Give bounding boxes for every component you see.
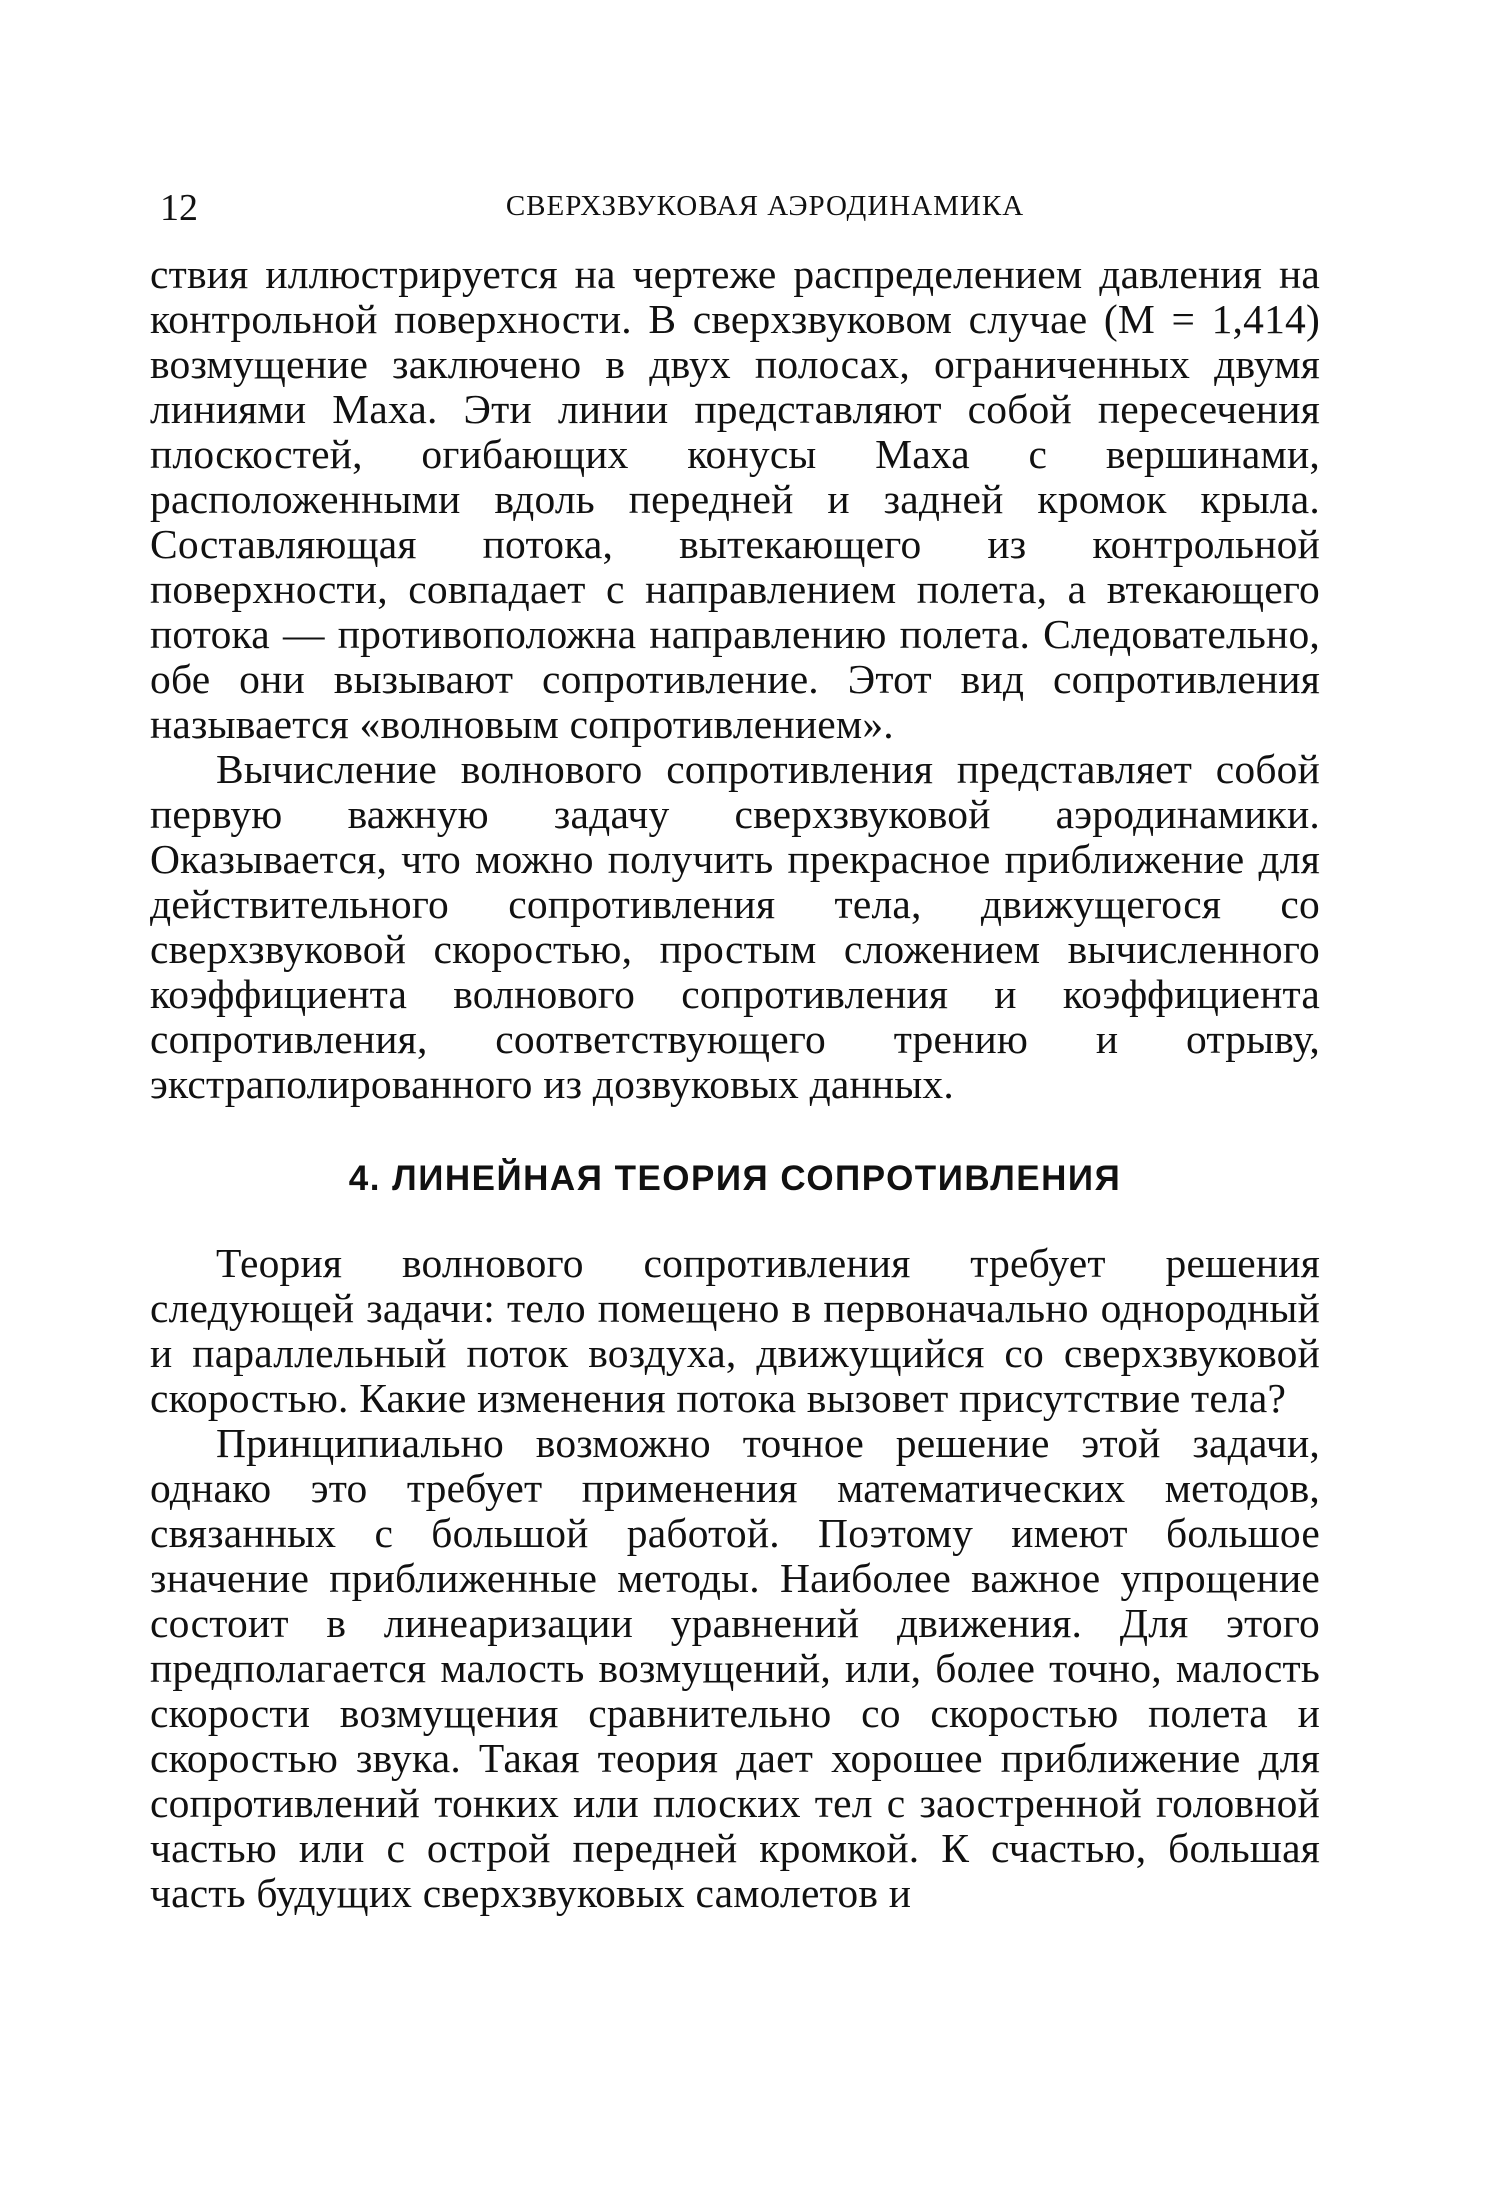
page-number: 12 bbox=[160, 187, 198, 229]
paragraph-theory: Теория волнового сопротивления требует решения следующей задачи: тело помещено в первоначально однородный и параллельный поток воздуха, движущийся со сверхзвуковой скоростью. Какие изменения потока вызовет присутствие тела? bbox=[150, 1240, 1320, 1421]
paragraph-linearization: Принципиально возможно точное решение этой задачи, однако это требует применения математических методов, связанных с большой работой. Поэтому имеют большое значение приближенные методы. Наиболее важное упрощение состоит в линеаризации уравнений движения. Для этого предполагается малость возмущений, или, более точно, малость скорости возмущения сравнительно со скоростью полета и скоростью звука. Такая теория дает хорошее приближение для сопротивлений тонких или плоских тел с заостренной головной частью или с острой передней кромкой. К счастью, большая часть будущих сверхзвуковых самолетов и bbox=[150, 1420, 1320, 1916]
book-page bbox=[150, 180, 1320, 1916]
running-title: СВЕРХЗВУКОВАЯ АЭРОДИНАМИКА bbox=[505, 190, 1025, 222]
running-head bbox=[150, 180, 1320, 230]
paragraph-continuation: ствия иллюстрируется на чертеже распределением давления на контрольной поверхности. В сверхзвуковом случае (M = 1,414) возмущение заключено в двух полосах, ограниченных двумя линиями Маха. Эти линии представляют собой пересечения плоскостей, огибающих конусы Маха с вершинами, расположенными вдоль передней и задней кромок крыла. Составляющая потока, вытекающего из контрольной поверхности, совпадает с направлением полета, а втекающего потока — противоположна направлению полета. Следовательно, обе они вызывают сопротивление. Этот вид сопротивления называется «волновым сопротивлением». bbox=[150, 251, 1320, 747]
paragraph-wave-drag: Вычисление волнового сопротивления представляет собой первую важную задачу сверхзвуковой аэродинамики. Оказывается, что можно получить прекрасное приближение для действительного сопротивления тела, движущегося со сверхзвуковой скоростью, простым сложением вычисленного коэффициента волнового сопротивления и коэффициента сопротивления, соответствующего трению и отрыву, экстраполированного из дозвуковых данных. bbox=[150, 746, 1320, 1107]
section-heading: 4. ЛИНЕЙНАЯ ТЕОРИЯ СОПРОТИВЛЕНИЯ bbox=[348, 1159, 1122, 1198]
